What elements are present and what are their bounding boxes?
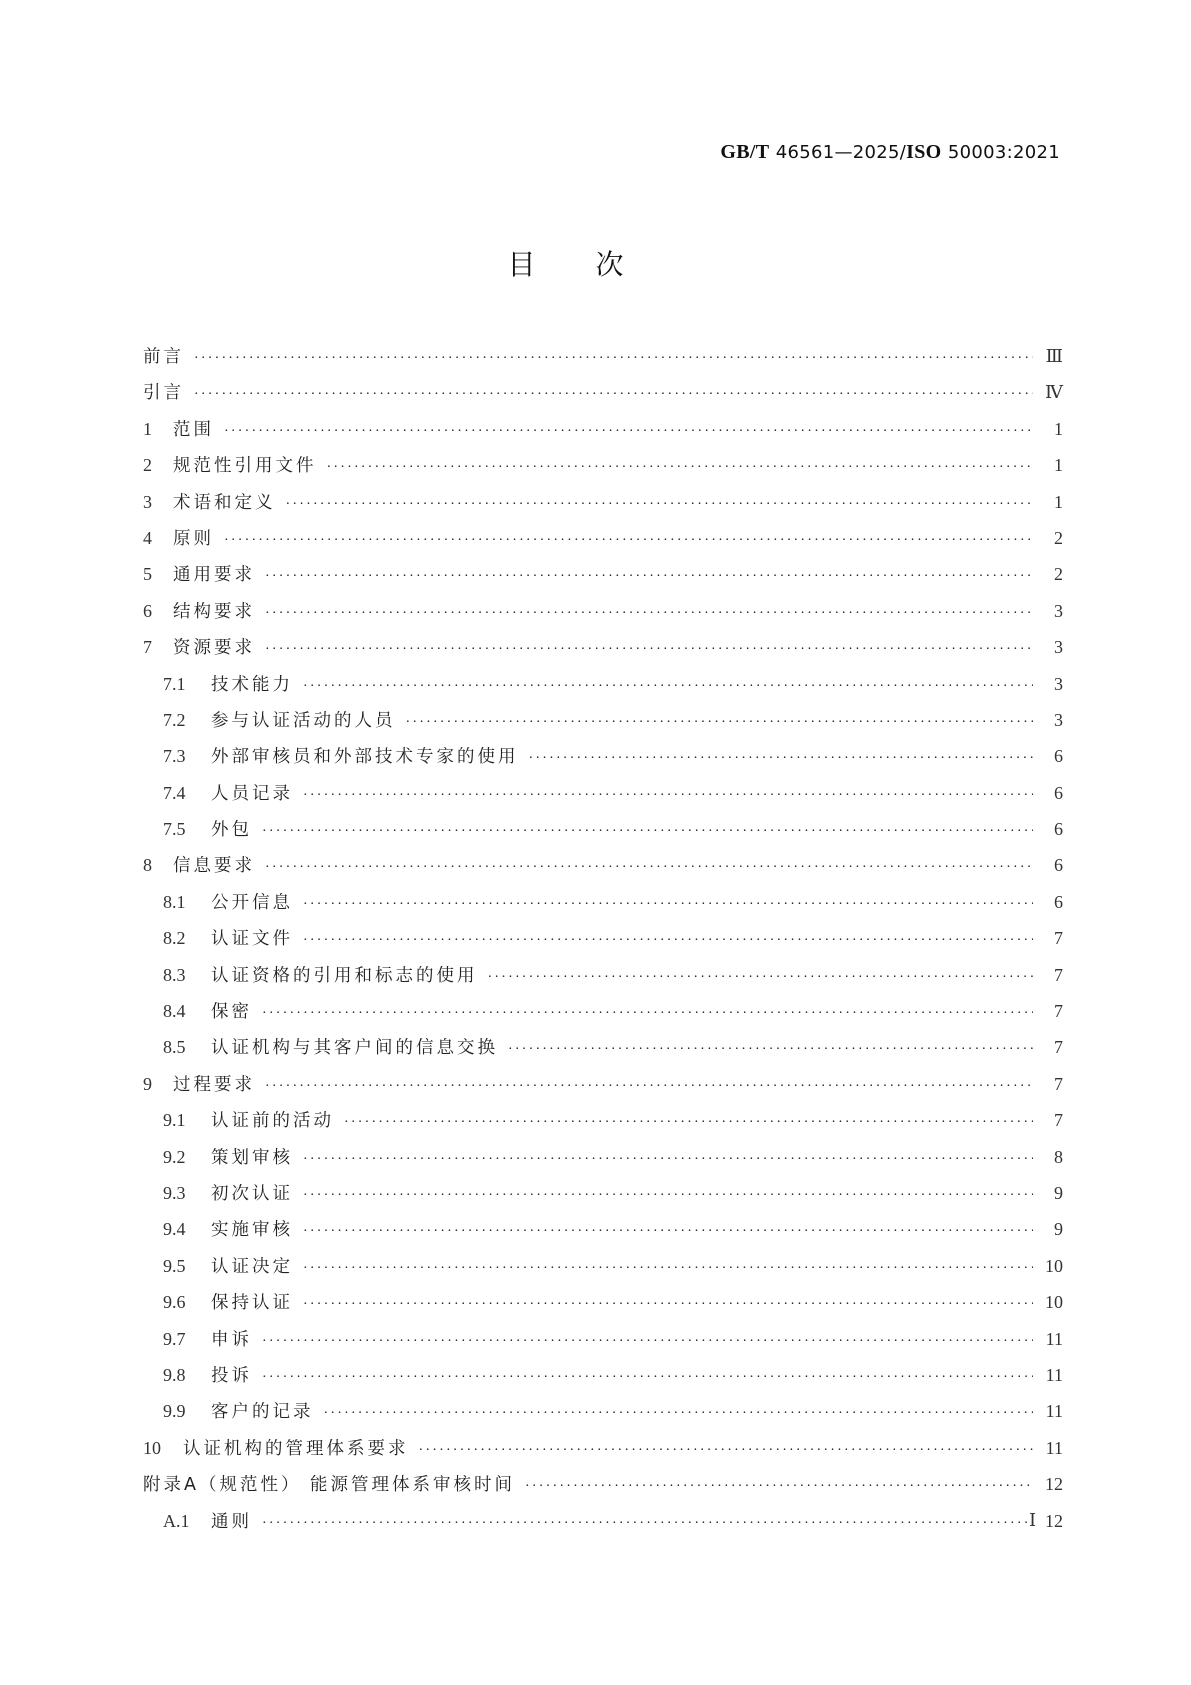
toc-entry-page: 1 [1054, 455, 1063, 476]
toc-entry-label: 策划审核 [211, 1147, 293, 1168]
dot-leader [303, 778, 1033, 814]
toc-entry-page: 6 [1054, 819, 1063, 840]
dot-leader [303, 1214, 1033, 1250]
dot-leader [262, 1324, 1033, 1360]
toc-entry-number: 9.1 [163, 1110, 186, 1131]
dot-leader [265, 1069, 1033, 1105]
toc-entry-number: 9.3 [163, 1182, 186, 1203]
toc-entry-number: 2 [143, 455, 152, 476]
toc-entry-label: 外部审核员和外部技术专家的使用 [211, 747, 519, 768]
toc-entry-label: 引言 [143, 383, 184, 404]
toc-entry-label: 过程要求 [173, 1074, 255, 1095]
dot-leader [262, 996, 1033, 1032]
toc-entry[interactable] [143, 775, 1063, 811]
toc-entry-label: 认证机构的管理体系要求 [183, 1438, 409, 1459]
toc-entry-number: 9.5 [163, 1255, 186, 1276]
toc-entry-label: 通则 [211, 1511, 252, 1532]
table-of-contents [143, 338, 1063, 1539]
toc-entry[interactable] [143, 957, 1063, 993]
standard-prefix: GB/T [720, 141, 770, 163]
toc-entry-number: 8.4 [163, 1001, 186, 1022]
toc-entry-page: 6 [1054, 855, 1063, 876]
dot-leader [327, 450, 1034, 486]
dot-leader [508, 1032, 1033, 1068]
toc-entry-page: 8 [1054, 1146, 1063, 1167]
dot-leader [488, 960, 1034, 996]
dot-leader [529, 741, 1034, 777]
toc-entry[interactable] [143, 1321, 1063, 1357]
toc-entry-page: Ⅲ [1045, 346, 1063, 366]
dot-leader [224, 414, 1033, 450]
dot-leader [265, 850, 1033, 886]
dot-leader [265, 632, 1033, 668]
toc-entry[interactable] [143, 1503, 1063, 1539]
toc-entry-label: 认证前的活动 [211, 1111, 334, 1132]
toc-entry-label: 前言 [143, 347, 184, 367]
toc-entry-number: 9.7 [163, 1328, 186, 1349]
toc-entry[interactable] [143, 1102, 1063, 1138]
dot-leader [303, 1142, 1033, 1178]
toc-entry-label: 公开信息 [211, 892, 293, 913]
toc-entry-number: 9 [143, 1073, 152, 1094]
toc-entry[interactable] [143, 1393, 1063, 1429]
toc-entry-number: 1 [143, 418, 152, 439]
toc-entry-page: 6 [1054, 746, 1063, 767]
dot-leader [194, 377, 1033, 413]
dot-leader [303, 1178, 1033, 1214]
toc-entry-page: 11 [1045, 1401, 1063, 1422]
toc-entry[interactable] [143, 1430, 1063, 1466]
toc-entry-page: 2 [1054, 564, 1063, 585]
toc-entry-page: 2 [1054, 527, 1063, 548]
toc-entry-number: 6 [143, 600, 152, 621]
toc-entry-number: 10 [143, 1437, 161, 1458]
toc-entry-number: 8.2 [163, 928, 186, 949]
toc-entry-page: 9 [1054, 1219, 1063, 1240]
toc-entry-page: 7 [1054, 964, 1063, 985]
dot-leader [262, 1360, 1033, 1396]
dot-leader [286, 487, 1034, 523]
toc-entry-label: 外包 [211, 820, 252, 841]
toc-entry-page: 3 [1054, 600, 1063, 621]
standard-header [720, 141, 1060, 164]
dot-leader [303, 923, 1033, 959]
dot-leader [194, 341, 1033, 377]
page-title: 目次 [507, 248, 684, 281]
toc-entry-number: 7.2 [163, 709, 186, 730]
standard-number: 46561—2025/ [775, 142, 907, 163]
toc-entry-number: 9.8 [163, 1364, 186, 1385]
toc-entry-number: 7 [143, 637, 152, 658]
toc-entry-page: 9 [1054, 1182, 1063, 1203]
toc-entry[interactable] [143, 1029, 1063, 1065]
toc-entry-label: 实施审核 [211, 1220, 293, 1241]
toc-entry[interactable] [143, 702, 1063, 738]
dot-leader [265, 596, 1033, 632]
toc-entry-page: 3 [1054, 637, 1063, 658]
toc-entry[interactable] [143, 920, 1063, 956]
toc-entry-label: 认证机构与其客户间的信息交换 [211, 1038, 498, 1059]
toc-entry-page: 1 [1054, 418, 1063, 439]
toc-entry[interactable] [143, 556, 1063, 592]
iso-prefix: ISO [906, 141, 942, 163]
toc-entry-number: 3 [143, 491, 152, 512]
toc-entry[interactable] [143, 1175, 1063, 1211]
toc-entry-number: 9.6 [163, 1292, 186, 1313]
toc-entry-number: 9.9 [163, 1401, 186, 1422]
toc-entry-page: 6 [1054, 891, 1063, 912]
toc-entry-label: 初次认证 [211, 1183, 293, 1204]
toc-entry-page: 12 [1045, 1510, 1063, 1531]
toc-entry-page: 10 [1045, 1255, 1063, 1276]
dot-leader [303, 1287, 1033, 1323]
dot-leader [262, 1506, 1033, 1542]
toc-entry-page: 7 [1054, 1001, 1063, 1022]
toc-entry-label: 客户的记录 [211, 1402, 314, 1423]
toc-entry-page: 11 [1045, 1364, 1063, 1385]
toc-entry-page: 7 [1054, 1110, 1063, 1131]
toc-entry[interactable] [143, 593, 1063, 629]
toc-entry-page: 3 [1054, 673, 1063, 694]
toc-entry-label: 认证决定 [211, 1256, 293, 1277]
toc-entry-label: 认证文件 [211, 929, 293, 950]
toc-entry-page: 10 [1045, 1292, 1063, 1313]
toc-entry-label: 技术能力 [211, 674, 293, 695]
toc-entry-page: Ⅳ [1045, 382, 1063, 403]
toc-entry[interactable] [143, 811, 1063, 847]
toc-entry-label: 参与认证活动的人员 [211, 710, 396, 731]
dot-leader [262, 814, 1033, 850]
dot-leader [224, 523, 1033, 559]
toc-entry-number: 8 [143, 855, 152, 876]
toc-entry-number: A.1 [163, 1510, 190, 1531]
toc-entry[interactable] [143, 1284, 1063, 1320]
toc-entry-label: 投诉 [211, 1365, 252, 1386]
toc-entry-page: 7 [1054, 928, 1063, 949]
toc-entry[interactable] [143, 338, 1063, 374]
toc-entry-page: 7 [1054, 1073, 1063, 1094]
iso-number: 50003:2021 [947, 142, 1060, 163]
toc-entry-label: 规范性引用文件 [173, 456, 317, 477]
toc-entry-label: 人员记录 [211, 783, 293, 804]
dot-leader [303, 887, 1033, 923]
dot-leader [324, 1396, 1034, 1432]
toc-entry-number: 8.3 [163, 964, 186, 985]
toc-entry-label: 结构要求 [173, 601, 255, 622]
toc-entry-number: 8.5 [163, 1037, 186, 1058]
toc-entry-page: 1 [1054, 491, 1063, 512]
toc-entry[interactable] [143, 666, 1063, 702]
toc-entry-number: 5 [143, 564, 152, 585]
toc-entry[interactable] [143, 629, 1063, 665]
toc-entry-number: 7.5 [163, 819, 186, 840]
toc-entry[interactable] [143, 1139, 1063, 1175]
toc-entry[interactable] [143, 520, 1063, 556]
toc-entry-page: 3 [1054, 709, 1063, 730]
dot-leader [419, 1433, 1034, 1469]
toc-entry-page: 7 [1054, 1037, 1063, 1058]
toc-entry-number: 7.1 [163, 673, 186, 694]
toc-entry[interactable] [143, 411, 1063, 447]
toc-entry[interactable] [143, 1466, 1063, 1502]
toc-entry-label: 术语和定义 [173, 492, 276, 513]
toc-entry-label: 保持认证 [211, 1293, 293, 1314]
toc-entry-page: 12 [1045, 1474, 1063, 1495]
toc-entry-number: 8.1 [163, 891, 186, 912]
toc-entry[interactable] [143, 884, 1063, 920]
toc-entry-number: 9.4 [163, 1219, 186, 1240]
dot-leader [406, 705, 1034, 741]
toc-entry-number: 7.3 [163, 746, 186, 767]
dot-leader [344, 1105, 1033, 1141]
dot-leader [303, 1251, 1033, 1287]
toc-entry-label: 通用要求 [173, 565, 255, 586]
dot-leader [525, 1469, 1033, 1505]
toc-entry-number: 4 [143, 527, 152, 548]
toc-entry[interactable] [143, 1357, 1063, 1393]
toc-entry-page: 11 [1045, 1437, 1063, 1458]
toc-entry-number: 7.4 [163, 782, 186, 803]
toc-entry-page: 11 [1045, 1328, 1063, 1349]
toc-entry[interactable] [143, 847, 1063, 883]
toc-entry-number: 9.2 [163, 1146, 186, 1167]
toc-entry[interactable] [143, 993, 1063, 1029]
toc-entry[interactable] [143, 1066, 1063, 1102]
toc-entry[interactable] [143, 1211, 1063, 1247]
toc-entry-label: 信息要求 [173, 856, 255, 877]
dot-leader [303, 669, 1033, 705]
toc-entry[interactable] [143, 484, 1063, 520]
toc-entry[interactable] [143, 1248, 1063, 1284]
page-number: Ⅰ [1029, 1510, 1037, 1530]
toc-entry-label: 保密 [211, 1002, 252, 1023]
dot-leader [265, 559, 1033, 595]
toc-entry-label: 范围 [173, 419, 214, 440]
toc-entry[interactable] [143, 374, 1063, 410]
toc-entry-label: 原则 [173, 528, 214, 549]
toc-entry-page: 6 [1054, 782, 1063, 803]
toc-entry[interactable] [143, 738, 1063, 774]
toc-entry-label: 资源要求 [173, 638, 255, 659]
toc-entry-label: 申诉 [211, 1329, 252, 1350]
toc-entry[interactable] [143, 447, 1063, 483]
toc-entry-label: 认证资格的引用和标志的使用 [211, 965, 478, 986]
toc-entry-label: 附录A（规范性） 能源管理体系审核时间 [143, 1475, 516, 1496]
